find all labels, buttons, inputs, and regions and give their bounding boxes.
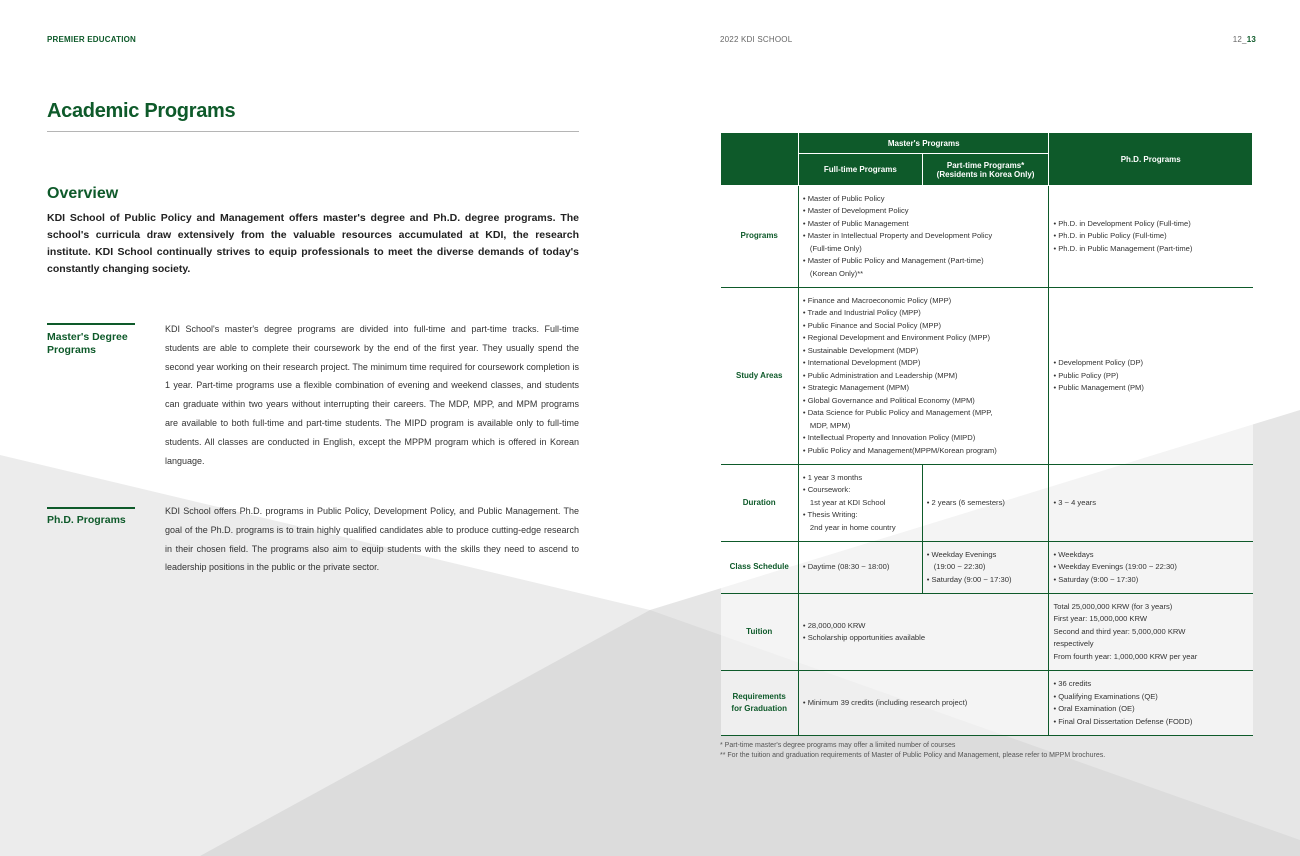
requirements-phd-cell <box>1049 671 1253 736</box>
list-item: • 36 credits <box>1053 679 1092 688</box>
duration-phd-cell <box>1049 465 1253 542</box>
row-label-requirements <box>721 671 799 736</box>
title-divider <box>47 131 579 132</box>
page-title: Academic Programs <box>47 100 236 122</box>
list-item: • Ph.D. in Public Management (Part-time) <box>1053 243 1193 253</box>
list-item: • Public Management (PM) <box>1053 383 1144 393</box>
list-item: • Master of Public Policy <box>802 193 885 203</box>
list-item: • 2 years (6 semesters) <box>926 497 1005 507</box>
list-item: Total 25,000,000 KRW (for 3 years) <box>1053 601 1173 611</box>
list-item: • Thesis Writing: 2nd year in home country <box>802 510 896 532</box>
list-item: • Weekdays <box>1053 549 1094 559</box>
running-header-center: 2022 KDI SCHOOL <box>720 35 793 44</box>
running-header-left: PREMIER EDUCATION <box>47 35 137 44</box>
list-item: • International Development (MDP) <box>802 358 921 368</box>
list-item: • Coursework: 1st year at KDI School <box>802 485 886 507</box>
parttime-header-text: Part-time Programs* (Residents in Korea Only) <box>936 160 1035 179</box>
list-item: • Public Policy (PP) <box>1053 370 1119 380</box>
table-row <box>721 542 1253 594</box>
masters-section-label: Master's Degree Programs <box>47 331 128 356</box>
row-label-duration: Duration <box>721 465 799 542</box>
parttime-header <box>922 154 1049 186</box>
list-item: • Qualifying Examinations (QE) <box>1053 691 1158 701</box>
list-item: • Trade and Industrial Policy (MPP) <box>802 308 921 318</box>
page-number-current: 13 <box>1246 35 1256 44</box>
row-label-tuition: Tuition <box>721 594 799 671</box>
list-item: • 1 year 3 months <box>802 472 863 482</box>
footnote: ** For the tuition and graduation requirements of Master of Public Policy and Management, please refer to MPPM brochures. <box>720 752 1106 759</box>
tuition-phd-cell <box>1049 594 1253 671</box>
duration-fulltime-cell <box>798 465 922 542</box>
list-item: • Global Governance and Political Economy (MPM) <box>802 395 975 405</box>
list-item: From fourth year: 1,000,000 KRW per year <box>1053 651 1198 661</box>
list-item: • Weekday Evenings (19:00 ~ 22:30) <box>1053 562 1177 572</box>
table-corner <box>721 133 799 186</box>
tuition-masters-cell <box>798 594 1049 671</box>
schedule-parttime-cell <box>922 542 1049 594</box>
list-item: • Finance and Macroeconomic Policy (MPP) <box>802 295 952 305</box>
list-item: • Saturday (9:00 ~ 17:30) <box>926 574 1012 584</box>
list-item: • 3 ~ 4 years <box>1053 497 1097 507</box>
list-item: • Public Finance and Social Policy (MPP) <box>802 320 942 330</box>
list-item: • Oral Examination (OE) <box>1053 704 1135 713</box>
programs-table <box>720 132 1253 736</box>
right-page <box>650 0 1300 856</box>
list-item: First year: 15,000,000 KRW <box>1053 614 1148 624</box>
list-item: • Daytime (08:30 ~ 18:00) <box>802 562 890 572</box>
page-number <box>1233 35 1256 44</box>
table-row <box>721 288 1253 465</box>
list-item: • Scholarship opportunities available <box>802 633 926 642</box>
schedule-phd-cell <box>1049 542 1253 594</box>
duration-parttime-cell <box>922 465 1049 542</box>
list-item: • 28,000,000 KRW <box>802 620 866 630</box>
row-label-study-areas: Study Areas <box>721 288 799 465</box>
row-label-requirements-text: Requirements for Graduation <box>731 691 787 713</box>
table-footnotes <box>720 741 1105 761</box>
list-item: • Ph.D. in Public Policy (Full-time) <box>1053 231 1167 241</box>
list-item: • Master of Public Management <box>802 218 909 228</box>
footnote: * Part-time master's degree programs may offer a limited number of courses <box>720 742 956 749</box>
masters-header: Master's Programs <box>798 133 1049 154</box>
fulltime-header: Full-time Programs <box>798 154 922 186</box>
overview-text: KDI School of Public Policy and Management offers master's degree and Ph.D. degree programs. The school's curricula draw extensively from the valuable resources accumulated at KDI, the research institute. KDI School continually strives to equip professionals to meet the diverse demands of today's constantly changing society. <box>47 212 579 275</box>
table-row <box>721 465 1253 542</box>
list-item: • Master of Public Policy and Management (Part-time) (Korean Only)** <box>802 256 984 278</box>
list-item: • Public Policy and Management(MPPM/Korean program) <box>802 445 997 455</box>
list-item: • Saturday (9:00 ~ 17:30) <box>1053 574 1139 584</box>
page-number-prefix: 12_ <box>1232 35 1247 44</box>
table-row <box>721 594 1253 671</box>
table-row <box>721 186 1253 288</box>
list-item: • Final Oral Dissertation Defense (FODD) <box>1053 716 1193 726</box>
phd-section-label: Ph.D. Programs <box>47 514 126 526</box>
list-item: • Development Policy (DP) <box>1053 358 1144 368</box>
masters-section-rule <box>47 323 135 325</box>
list-item: • Master in Intellectual Property and Development Policy (Full-time Only) <box>802 231 993 253</box>
masters-section-text: KDI School's master's degree programs are divided into full-time and part-time tracks. Full-time students are able to complete their coursework by the end of the first year. They usually spend the second year working on their research project. The minimum time required for coursework completion is 1 year. Part-time programs use a flexible combination of evening and weekend classes, and students can graduate within two years without interrupting their careers. The MDP, MPP, and MPM programs are available to both full-time and part-time students. The MIPD program is available only to full-time students. All classes are conducted in English, except the MPPM program which is offered in Korean language. <box>165 324 579 466</box>
list-item: • Minimum 39 credits (including research project) <box>802 697 968 707</box>
list-item: • Data Science for Public Policy and Management (MPP, MDP, MPM) <box>802 408 993 430</box>
phd-section-rule <box>47 507 135 509</box>
list-item: • Sustainable Development (MDP) <box>802 345 919 355</box>
programs-phd-cell <box>1049 186 1253 288</box>
list-item: • Master of Development Policy <box>802 206 909 216</box>
list-item: • Weekday Evenings (19:00 ~ 22:30) <box>926 549 997 572</box>
list-item: • Public Administration and Leadership (MPM) <box>802 370 958 380</box>
row-label-programs: Programs <box>721 186 799 288</box>
list-item: • Strategic Management (MPM) <box>802 383 909 393</box>
study-areas-masters-cell <box>798 288 1049 465</box>
list-item: • Ph.D. in Development Policy (Full-time) <box>1053 218 1191 228</box>
phd-header: Ph.D. Programs <box>1049 133 1253 186</box>
study-areas-phd-cell <box>1049 288 1253 465</box>
list-item: • Regional Development and Environment Policy (MPP) <box>802 333 991 343</box>
list-item: • Intellectual Property and Innovation Policy (MIPD) <box>802 433 976 443</box>
phd-section-text: KDI School offers Ph.D. programs in Public Policy, Development Policy, and Public Management. The goal of the Ph.D. programs is to train highly qualified candidates able to produce cutting-edge research in their chosen field. The programs also aim to equip students with the skills they need to ascend to leadership positions in the public or the private sector. <box>165 506 579 573</box>
overview-heading: Overview <box>47 185 119 202</box>
list-item: Second and third year: 5,000,000 KRW respectively <box>1053 626 1186 649</box>
requirements-masters-cell <box>798 671 1049 736</box>
table-row <box>721 671 1253 736</box>
programs-masters-cell <box>798 186 1049 288</box>
schedule-fulltime-cell <box>798 542 922 594</box>
row-label-class-schedule: Class Schedule <box>721 542 799 594</box>
